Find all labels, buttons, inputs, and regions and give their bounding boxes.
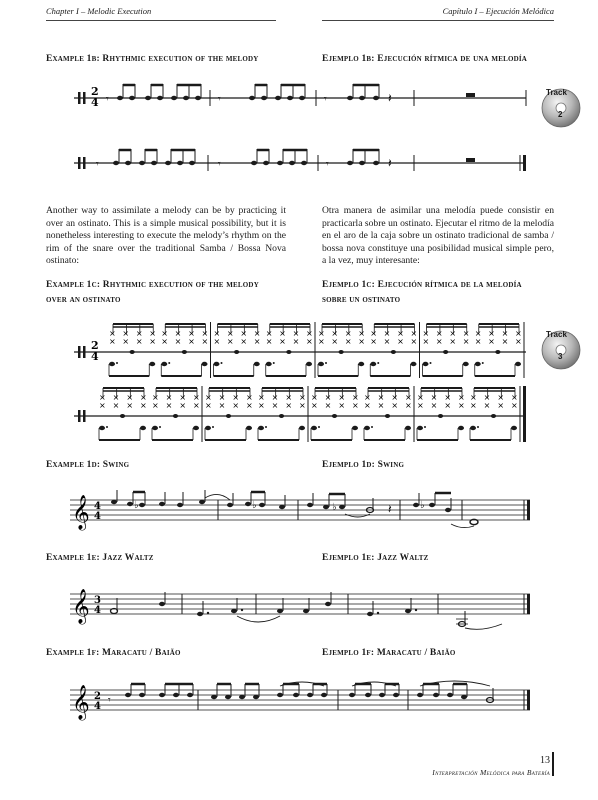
- svg-text:×: ×: [299, 401, 306, 410]
- svg-text:×: ×: [126, 393, 134, 402]
- svg-text:×: ×: [218, 393, 226, 402]
- svg-text:×: ×: [370, 337, 377, 346]
- svg-text:2: 2: [94, 691, 101, 702]
- svg-text:×: ×: [444, 393, 452, 402]
- svg-text:×: ×: [344, 337, 352, 346]
- svg-text:♭: ♭: [134, 500, 139, 511]
- example-1d-title-en: Example 1d: Swing: [46, 460, 130, 470]
- svg-text:×: ×: [265, 329, 273, 338]
- example-1e-title-en: Example 1e: Jazz Waltz: [46, 553, 154, 563]
- svg-text:×: ×: [140, 393, 147, 402]
- svg-text:×: ×: [179, 393, 187, 402]
- svg-text:𝄽: 𝄽: [388, 91, 392, 105]
- svg-text:×: ×: [435, 337, 443, 346]
- svg-text:×: ×: [515, 329, 522, 338]
- svg-text:×: ×: [338, 401, 346, 410]
- svg-text:×: ×: [422, 329, 430, 338]
- svg-text:×: ×: [174, 337, 182, 346]
- svg-text:4: 4: [94, 701, 101, 712]
- svg-text:𝄽: 𝄽: [388, 156, 392, 170]
- page-number: 13: [540, 755, 550, 766]
- svg-text:×: ×: [161, 329, 168, 338]
- svg-text:×: ×: [112, 393, 120, 402]
- svg-text:×: ×: [253, 329, 261, 338]
- svg-text:×: ×: [488, 329, 495, 338]
- example-1c-title-es-line2: sobre un ostinato: [322, 295, 401, 305]
- svg-text:×: ×: [271, 393, 279, 402]
- svg-text:×: ×: [246, 401, 253, 410]
- svg-text:×: ×: [405, 401, 412, 410]
- svg-text:×: ×: [99, 393, 106, 402]
- svg-text:×: ×: [462, 337, 470, 346]
- svg-text:×: ×: [391, 393, 399, 402]
- svg-text:×: ×: [188, 337, 195, 346]
- svg-text:×: ×: [240, 337, 248, 346]
- svg-text:×: ×: [240, 329, 248, 338]
- svg-text:×: ×: [205, 393, 212, 402]
- svg-text:×: ×: [135, 337, 143, 346]
- svg-text:×: ×: [285, 401, 293, 410]
- svg-text:×: ×: [165, 401, 173, 410]
- example-1b-staff-1: [74, 78, 534, 128]
- paragraph-es: Otra manera de asimilar una melodía puede consistir en practicarla sobre un ostinato. Ejecutar el ritmo de la melodía en el aro de la caja sobre un ostinato tradicional de samba / bossa nova constituye una posibilidad musical simple pero, a la vez, muy interesante:: [322, 205, 554, 267]
- svg-text:×: ×: [135, 329, 143, 338]
- svg-text:𝄾: 𝄾: [326, 159, 329, 170]
- example-1b-staff-2: [74, 143, 534, 187]
- svg-text:×: ×: [435, 329, 443, 338]
- svg-text:×: ×: [122, 337, 130, 346]
- svg-text:×: ×: [397, 337, 404, 346]
- example-1c-staff-1: [74, 322, 534, 384]
- svg-text:×: ×: [258, 401, 265, 410]
- svg-text:×: ×: [174, 329, 182, 338]
- svg-text:×: ×: [318, 337, 325, 346]
- svg-text:×: ×: [377, 401, 385, 410]
- svg-text:𝄽: 𝄽: [388, 502, 392, 516]
- svg-text:×: ×: [193, 393, 200, 402]
- svg-text:×: ×: [109, 337, 116, 346]
- svg-text:×: ×: [344, 329, 352, 338]
- svg-text:2: 2: [91, 85, 99, 98]
- svg-text:×: ×: [99, 401, 106, 410]
- svg-text:×: ×: [306, 337, 313, 346]
- paragraph-en: Another way to assimilate a melody can be by practicing it over an ostinato. This is a simple musical possibility, but it is nonetheless interesting to execute the melody’s rhythm on the rim of the snare over the traditional Samba / Bossa Nova ostinato:: [46, 205, 286, 267]
- svg-text:3: 3: [94, 595, 101, 606]
- svg-text:×: ×: [352, 393, 359, 402]
- svg-text:×: ×: [279, 329, 286, 338]
- svg-text:4: 4: [94, 605, 101, 616]
- svg-text:×: ×: [501, 329, 509, 338]
- svg-text:𝄾: 𝄾: [218, 94, 221, 105]
- svg-text:×: ×: [213, 337, 221, 346]
- svg-text:×: ×: [152, 393, 159, 402]
- svg-text:𝄾: 𝄾: [106, 94, 109, 105]
- header-rule-right: [322, 20, 554, 21]
- example-1c-title-en-line1: Example 1c: Rhythmic execution of the melody: [46, 280, 259, 290]
- svg-text:×: ×: [193, 401, 200, 410]
- track-3-number: 3: [558, 352, 563, 361]
- example-1c-title-es-line1: Ejemplo 1c: Ejecución rítmica de la melodía: [322, 280, 522, 290]
- svg-text:×: ×: [149, 337, 156, 346]
- svg-text:×: ×: [246, 393, 253, 402]
- svg-text:×: ×: [226, 337, 234, 346]
- svg-text:×: ×: [285, 393, 293, 402]
- svg-text:×: ×: [201, 337, 209, 346]
- svg-text:×: ×: [265, 337, 273, 346]
- svg-text:×: ×: [474, 337, 482, 346]
- svg-text:×: ×: [112, 401, 120, 410]
- svg-text:𝄞: 𝄞: [72, 685, 90, 720]
- svg-text:×: ×: [410, 329, 418, 338]
- svg-text:×: ×: [383, 337, 391, 346]
- svg-text:×: ×: [213, 329, 221, 338]
- svg-text:×: ×: [126, 401, 134, 410]
- svg-text:×: ×: [122, 329, 130, 338]
- svg-text:𝄾: 𝄾: [96, 159, 99, 170]
- svg-text:×: ×: [410, 337, 418, 346]
- book-title-footer: Interpretación Melódica para Batería: [432, 768, 550, 777]
- svg-text:×: ×: [232, 401, 240, 410]
- svg-text:×: ×: [497, 393, 505, 402]
- svg-text:×: ×: [474, 329, 482, 338]
- svg-text:×: ×: [109, 329, 116, 338]
- footer-bar: [552, 752, 554, 776]
- example-1d-staff: [70, 490, 540, 534]
- svg-text:×: ×: [417, 393, 424, 402]
- svg-text:×: ×: [318, 329, 325, 338]
- svg-text:♭: ♭: [420, 500, 425, 511]
- svg-text:2: 2: [91, 339, 99, 352]
- svg-text:×: ×: [488, 337, 495, 346]
- svg-text:×: ×: [299, 393, 306, 402]
- svg-text:×: ×: [292, 337, 300, 346]
- example-1e-title-es: Ejemplo 1e: Jazz Waltz: [322, 553, 429, 563]
- example-1c-title-en-line2: over an ostinato: [46, 295, 121, 305]
- svg-text:×: ×: [352, 401, 359, 410]
- svg-text:×: ×: [511, 393, 518, 402]
- svg-text:×: ×: [324, 393, 332, 402]
- svg-text:×: ×: [311, 393, 318, 402]
- svg-text:×: ×: [377, 393, 385, 402]
- svg-text:×: ×: [165, 393, 173, 402]
- svg-text:×: ×: [515, 337, 522, 346]
- svg-text:×: ×: [417, 401, 424, 410]
- example-1b-title-es: Ejemplo 1b: Ejecución rítmica de una melodía: [322, 54, 528, 64]
- svg-text:×: ×: [364, 401, 371, 410]
- svg-text:×: ×: [331, 329, 339, 338]
- track-3-label: Track: [546, 330, 567, 339]
- svg-text:𝄾: 𝄾: [324, 94, 327, 105]
- svg-text:×: ×: [483, 393, 491, 402]
- svg-text:×: ×: [149, 329, 156, 338]
- example-1d-title-es: Ejemplo 1d: Swing: [322, 460, 405, 470]
- example-1e-staff: [70, 584, 540, 628]
- svg-text:×: ×: [188, 329, 195, 338]
- svg-text:×: ×: [511, 401, 518, 410]
- svg-text:×: ×: [458, 401, 465, 410]
- svg-text:×: ×: [271, 401, 279, 410]
- svg-text:×: ×: [397, 329, 404, 338]
- svg-text:×: ×: [179, 401, 187, 410]
- example-1f-title-es: Ejemplo 1f: Maracatu / Baião: [322, 648, 456, 658]
- svg-text:×: ×: [449, 329, 457, 338]
- svg-text:𝄞: 𝄞: [72, 589, 90, 624]
- svg-text:𝄞: 𝄞: [72, 495, 90, 530]
- svg-text:♭: ♭: [332, 502, 337, 513]
- svg-text:×: ×: [292, 329, 300, 338]
- example-1c-staff-2: [74, 386, 534, 448]
- svg-text:×: ×: [201, 329, 209, 338]
- svg-text:×: ×: [306, 329, 313, 338]
- example-1c-title-en: [46, 278, 259, 308]
- svg-text:×: ×: [449, 337, 457, 346]
- svg-text:×: ×: [462, 329, 470, 338]
- example-1f-title-en: Example 1f: Maracatu / Baião: [46, 648, 181, 658]
- svg-text:×: ×: [152, 401, 159, 410]
- example-1c-title-es: [322, 278, 522, 308]
- svg-text:×: ×: [383, 329, 391, 338]
- svg-text:×: ×: [338, 393, 346, 402]
- track-2-number: 2: [558, 110, 563, 119]
- svg-text:4: 4: [94, 501, 101, 512]
- svg-text:𝄾: 𝄾: [108, 695, 111, 706]
- svg-text:×: ×: [470, 393, 477, 402]
- svg-text:×: ×: [364, 393, 371, 402]
- svg-text:×: ×: [483, 401, 491, 410]
- running-header-left: Chapter I – Melodic Execution: [46, 6, 152, 16]
- svg-text:×: ×: [444, 401, 452, 410]
- svg-text:𝄾: 𝄾: [218, 159, 221, 170]
- svg-text:×: ×: [358, 337, 365, 346]
- track-2-label: Track: [546, 88, 567, 97]
- svg-text:×: ×: [140, 401, 147, 410]
- svg-text:×: ×: [422, 337, 430, 346]
- svg-text:×: ×: [226, 329, 234, 338]
- svg-text:×: ×: [470, 401, 477, 410]
- svg-text:×: ×: [430, 401, 438, 410]
- svg-text:×: ×: [405, 393, 412, 402]
- svg-text:×: ×: [501, 337, 509, 346]
- header-rule-left: [46, 20, 276, 21]
- svg-text:♭: ♭: [252, 500, 257, 511]
- svg-text:×: ×: [358, 329, 365, 338]
- svg-text:×: ×: [391, 401, 399, 410]
- svg-text:×: ×: [232, 393, 240, 402]
- svg-text:×: ×: [497, 401, 505, 410]
- example-1f-staff: [70, 680, 540, 724]
- svg-text:×: ×: [430, 393, 438, 402]
- svg-text:×: ×: [253, 337, 261, 346]
- svg-text:4: 4: [91, 350, 99, 363]
- svg-text:×: ×: [205, 401, 212, 410]
- svg-text:×: ×: [218, 401, 226, 410]
- svg-text:4: 4: [94, 511, 101, 522]
- svg-text:×: ×: [370, 329, 377, 338]
- svg-text:×: ×: [279, 337, 286, 346]
- svg-text:×: ×: [258, 393, 265, 402]
- running-header-right: Capítulo I – Ejecución Melódica: [442, 6, 554, 16]
- svg-text:×: ×: [161, 337, 168, 346]
- svg-text:4: 4: [91, 96, 99, 109]
- svg-text:×: ×: [324, 401, 332, 410]
- svg-text:×: ×: [311, 401, 318, 410]
- svg-text:×: ×: [458, 393, 465, 402]
- example-1b-title-en: Example 1b: Rhythmic execution of the melody: [46, 54, 259, 64]
- svg-text:×: ×: [331, 337, 339, 346]
